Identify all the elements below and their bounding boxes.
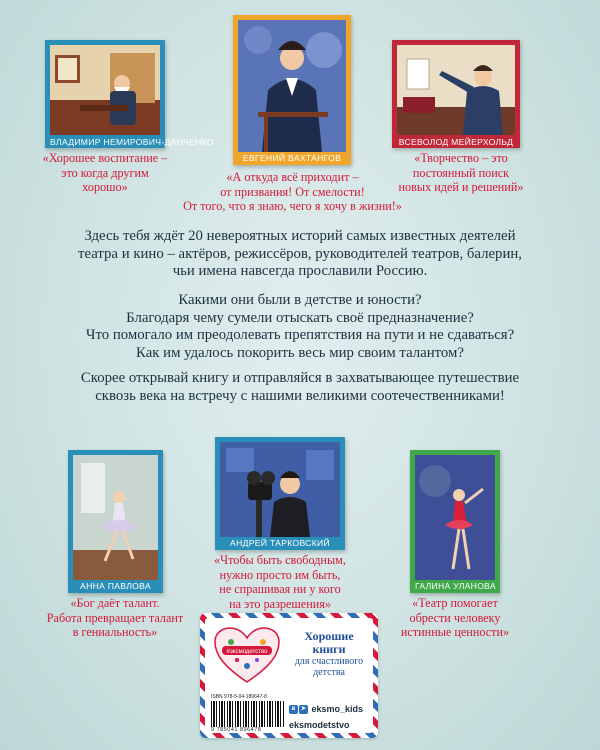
social-handle-detstvo xyxy=(289,720,369,730)
quote-line: «Бог даёт талант. xyxy=(70,596,160,610)
quote-line: хорошо» xyxy=(82,180,128,194)
portrait-nameplate: АННА ПАВЛОВА xyxy=(80,581,151,591)
portrait-nemirovich-danchenko-illustration xyxy=(50,45,160,135)
description-line: Что помогало им преодолевать препятствия на пути и не сдаваться? xyxy=(85,327,515,344)
portrait-pavlova-illustration xyxy=(73,455,158,580)
quote-line: «Творчество – это xyxy=(414,151,508,165)
portrait-meyerhold xyxy=(392,40,520,148)
slogan-line: книги xyxy=(312,642,346,656)
quote-line: новых идей и решений» xyxy=(398,180,524,194)
description-line: Какими они были в детстве и юности? xyxy=(178,292,422,308)
quote-line: на это разрешения» xyxy=(229,596,331,611)
quote-line: от призвания! От смелости! xyxy=(220,184,365,199)
description-questions xyxy=(30,292,570,362)
quote-line: «Чтобы быть свободным, xyxy=(214,553,346,567)
quote-line: «Хорошее воспитание – xyxy=(42,151,168,165)
quote-line: это когда другим xyxy=(61,165,149,180)
social-handle-kids xyxy=(289,704,369,714)
isbn-text: ISBN 978-5-04-189647-8 xyxy=(211,694,267,700)
description-line: сквозь века на встречу с нашими великими соотечественниками! xyxy=(95,387,505,404)
description-line: Благодаря чему сумели отыскать своё предназначение? xyxy=(126,309,474,326)
publisher-sticker xyxy=(200,613,378,738)
quote-vakhtangov xyxy=(165,170,420,214)
barcode-block xyxy=(211,694,285,733)
description-outro xyxy=(30,370,570,405)
slogan-line: детства xyxy=(313,667,345,678)
portrait-nameplate: ВСЕВОЛОД МЕЙЕРХОЛЬД xyxy=(398,137,514,147)
telegram-icon: ➤ xyxy=(300,706,307,713)
quote-line: нужно просто им быть, xyxy=(219,567,341,582)
portrait-nameplate: ЕВГЕНИЙ ВАХТАНГОВ xyxy=(242,153,342,163)
quote-line: не спрашивая ни у кого xyxy=(219,582,341,596)
portrait-tarkovsky xyxy=(215,437,345,550)
quote-tarkovsky xyxy=(195,553,365,611)
portrait-meyerhold-illustration xyxy=(397,45,515,135)
description-line: театра и кино – актёров, режиссёров, руководителей театров, балерин, xyxy=(77,245,522,262)
portrait-vakhtangov xyxy=(233,15,351,165)
description-line: чьи имена навсегда прославили Россию. xyxy=(172,263,428,280)
barcode xyxy=(211,701,285,727)
slogan-line: для счастливого xyxy=(294,656,364,667)
portrait-tarkovsky-illustration xyxy=(220,442,340,537)
publisher-slogan xyxy=(287,630,371,678)
quote-pavlova xyxy=(40,596,190,640)
portrait-nameplate: ВЛАДИМИР НЕМИРОВИЧ-ДАНЧЕНКО xyxy=(50,137,214,147)
slogan-line: Хорошие xyxy=(304,629,354,643)
portrait-nameplate: ГАЛИНА УЛАНОВА xyxy=(415,581,496,591)
portrait-pavlova xyxy=(68,450,163,593)
quote-line: в гениальность» xyxy=(72,625,158,639)
description-line: Скорее открывай книгу и отправляйся в захватывающее путешествие xyxy=(80,370,520,386)
quote-line: «Театр помогает xyxy=(412,596,498,610)
heart-logo-text: #эксмодетство xyxy=(226,649,268,655)
portrait-vakhtangov-illustration xyxy=(238,20,346,152)
quote-line: Работа превращает талант xyxy=(46,610,184,625)
description-intro xyxy=(30,228,570,281)
barcode-number: 9 785041 896478 xyxy=(211,727,262,733)
quote-ulanova xyxy=(390,596,520,640)
quote-line: От того, что я знаю, чего я хочу в жизни!» xyxy=(183,199,402,213)
quote-line: постоянный поиск xyxy=(412,165,510,180)
portrait-nemirovich-danchenko xyxy=(45,40,214,148)
vk-icon: в xyxy=(289,705,298,714)
description-line: Здесь тебя ждёт 20 невероятных историй самых известных деятелей xyxy=(84,228,516,244)
heart-logo-icon xyxy=(213,626,281,684)
quote-nemirovich-danchenko xyxy=(40,151,170,195)
quote-line: «А откуда всё приходит – xyxy=(226,170,359,184)
description-line: Как им удалось покорить весь мир своим талантом? xyxy=(136,344,464,361)
quote-meyerhold xyxy=(396,151,526,195)
portrait-nameplate: АНДРЕЙ ТАРКОВСКИЙ xyxy=(230,538,330,548)
quote-line: обрести человеку xyxy=(409,610,501,625)
portrait-ulanova xyxy=(410,450,500,593)
sticker-content xyxy=(205,618,373,733)
social-handle-text: eksmodetstvo xyxy=(289,720,350,730)
quote-line: истинные ценности» xyxy=(400,625,510,639)
social-handle-text: eksmo_kids xyxy=(311,704,364,714)
portrait-ulanova-illustration xyxy=(415,455,495,580)
